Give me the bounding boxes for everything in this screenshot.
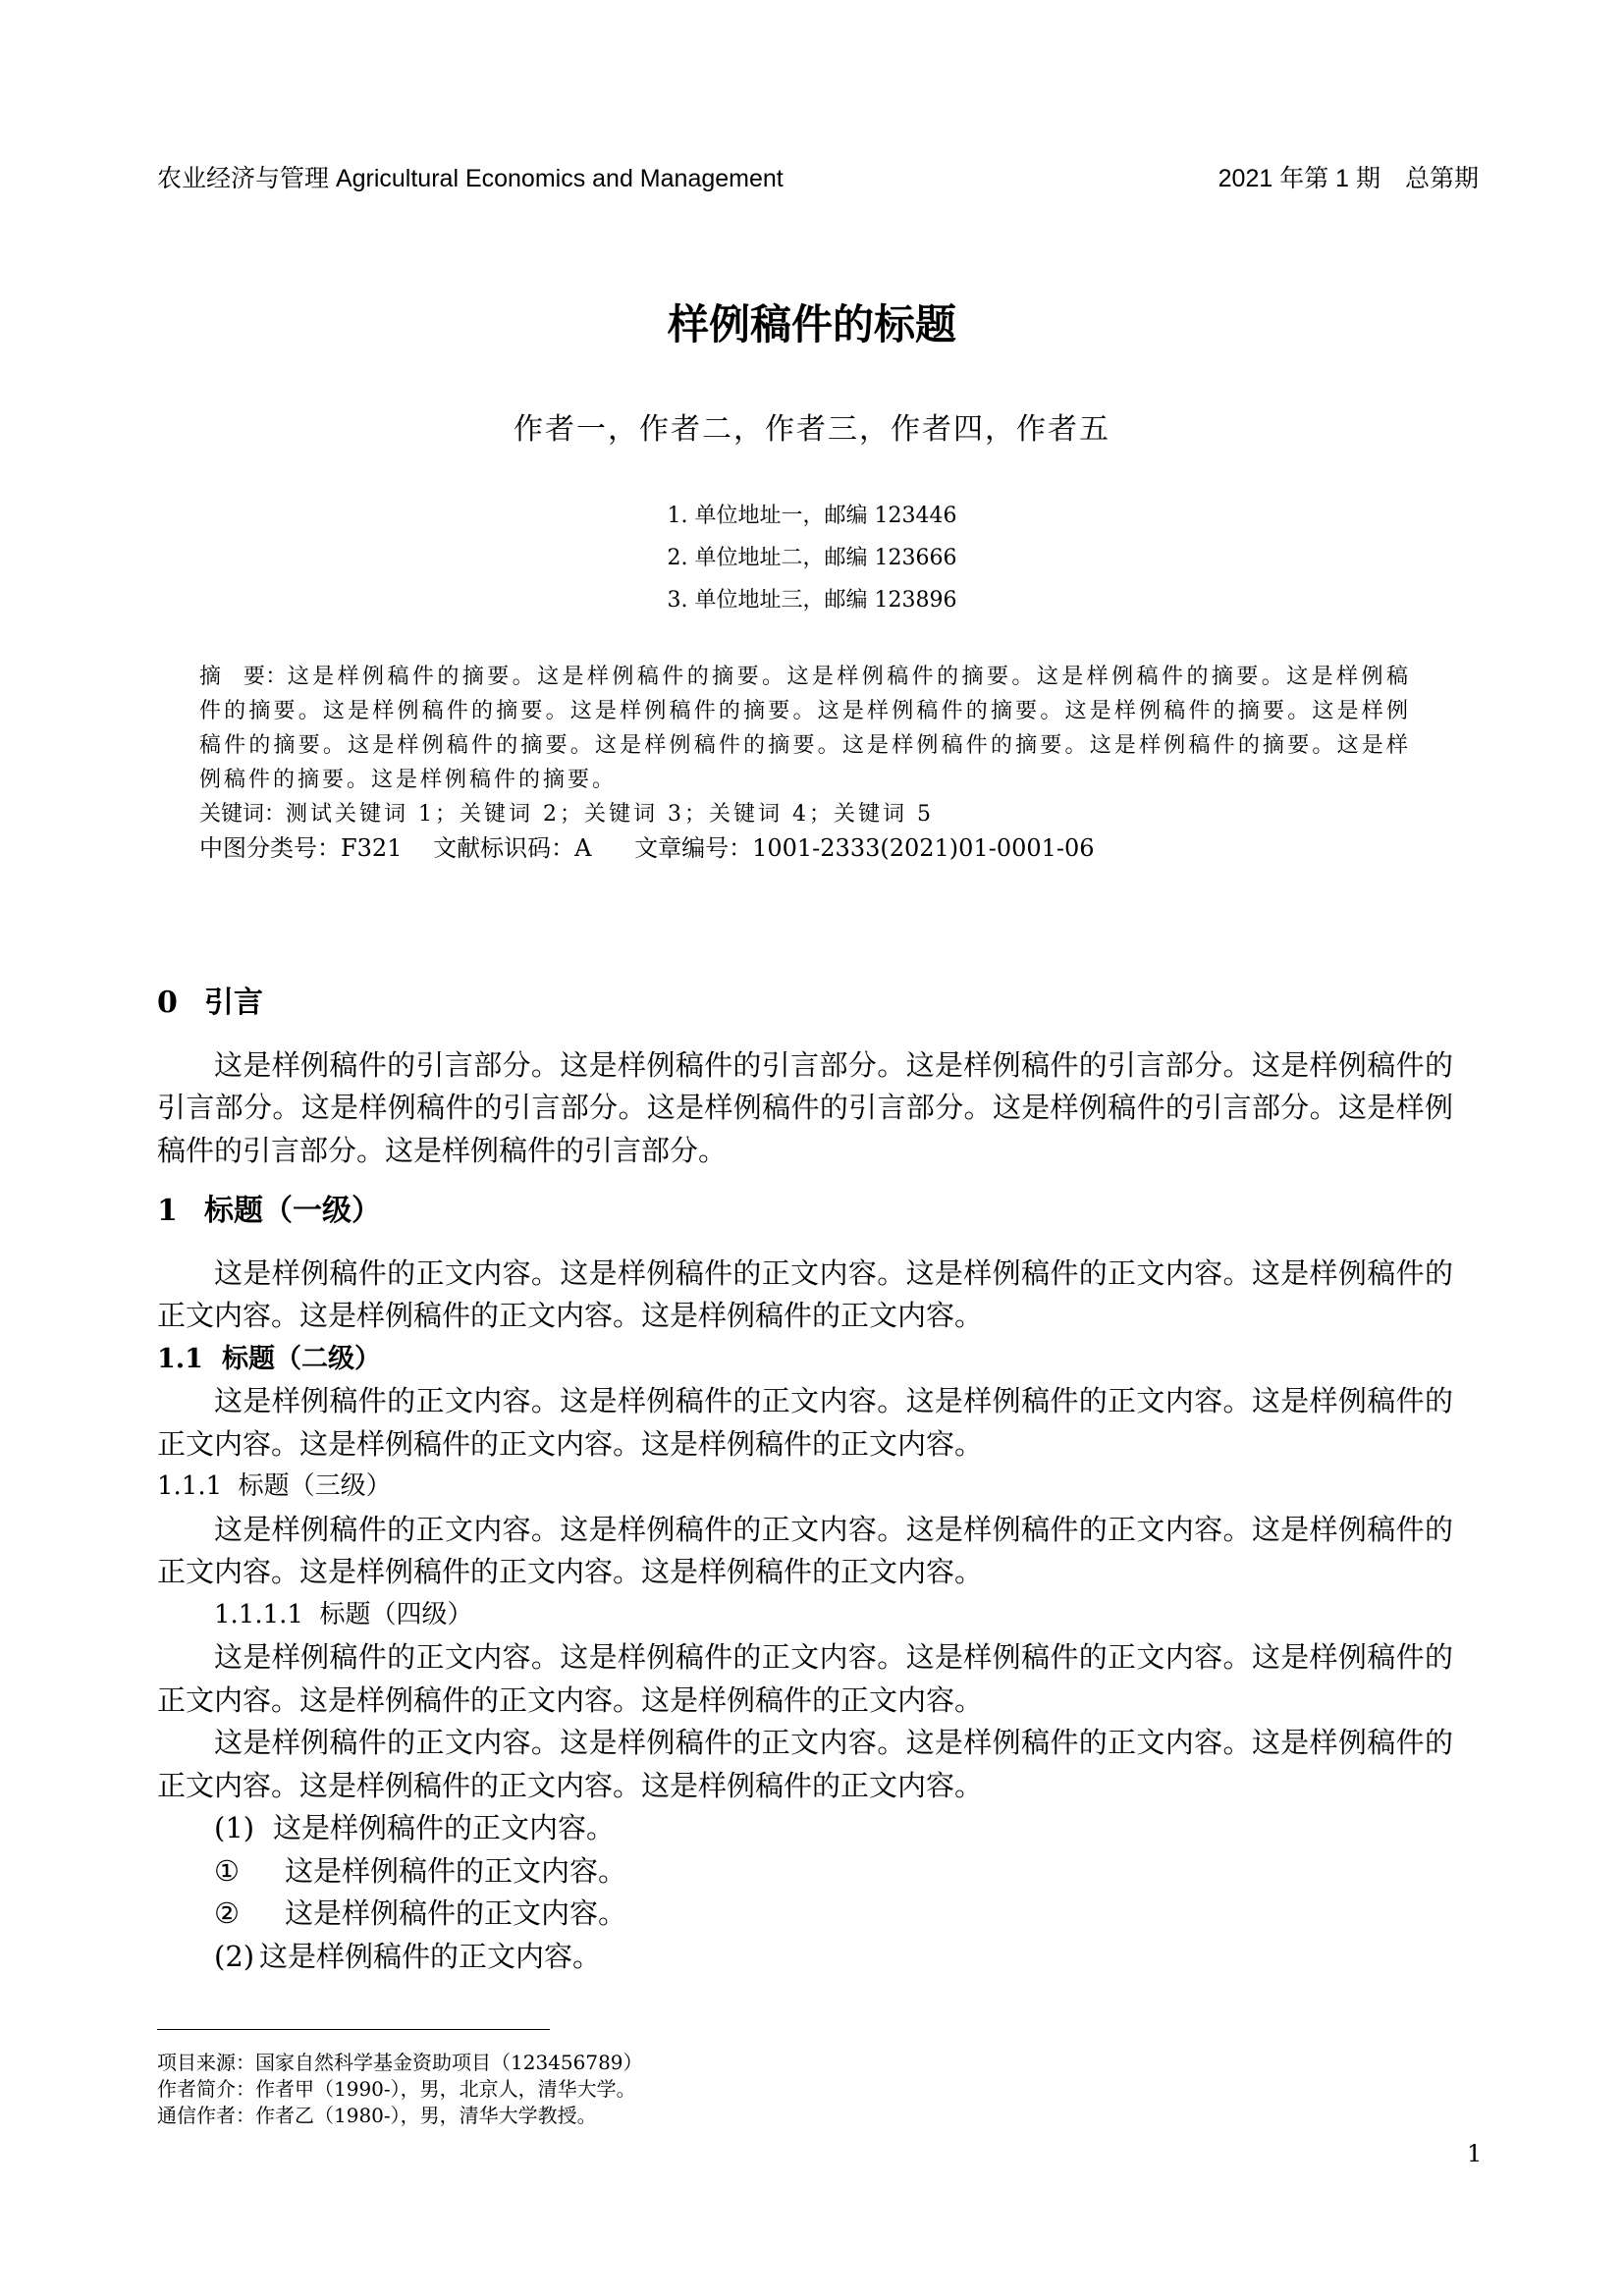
doc-code-value: A: [574, 834, 592, 862]
list-marker: ②: [214, 1896, 240, 1930]
clc-label: 中图分类号：: [199, 834, 341, 862]
section-number: 0: [157, 986, 178, 1020]
list-item: [157, 1807, 1453, 1850]
affiliation: 2. 单位地址二，邮编 123666: [667, 546, 957, 570]
body: [157, 982, 1453, 1978]
footnotes: [157, 2050, 643, 2129]
footnote-label: 作者简介：: [157, 2077, 255, 2101]
paragraph: 这是样例稿件的正文内容。这是样例稿件的正文内容。这是样例稿件的正文内容。这是样例稿件的正文内容。这是样例稿件的正文内容。这是样例稿件的正文内容。: [157, 1640, 1453, 1717]
footnote: [157, 2076, 643, 2103]
section-number: 1: [157, 1194, 178, 1228]
list-marker: (2): [214, 1939, 255, 1973]
list-text: 这是样例稿件的正文内容。: [285, 1896, 627, 1930]
clc-value: F321: [341, 834, 403, 862]
footnote-text: 作者乙（1980-），男，清华大学教授。: [255, 2104, 597, 2127]
section-title: 标题（二级）: [222, 1343, 381, 1374]
classification: [199, 831, 1411, 866]
keywords-label: 关键词：: [199, 802, 287, 827]
subsection-heading: [157, 1338, 1453, 1381]
footnote-text: 作者甲（1990-），男，北京人，清华大学。: [255, 2077, 636, 2101]
list-item: [157, 1850, 1453, 1894]
list-marker: ①: [214, 1853, 240, 1888]
level4-heading: 1.1.1.1 标题（四级）: [214, 1599, 473, 1629]
article-no-label: 文章编号：: [634, 834, 753, 862]
abstract: [199, 660, 1411, 797]
section-title: 标题（一级）: [204, 1194, 381, 1228]
section-number: 1.1: [157, 1343, 203, 1374]
affiliation: 3. 单位地址三，邮编 123896: [667, 588, 957, 613]
list-text: 这是样例稿件的正文内容。: [259, 1939, 602, 1973]
article-no-value: 1001-2333(2021)01-0001-06: [752, 834, 1095, 862]
footnote-text: 国家自然科学基金资助项目（123456789）: [255, 2051, 643, 2074]
page-number: 1: [1467, 2140, 1483, 2167]
subsubsection-heading: 1.1.1 标题（三级）: [157, 1471, 392, 1501]
list-marker: (1): [214, 1811, 255, 1844]
list-item: [157, 1893, 1453, 1936]
footnote-label: 项目来源：: [157, 2051, 255, 2074]
footnote: [157, 2103, 643, 2129]
list-text: 这是样例稿件的正文内容。: [273, 1811, 616, 1844]
paragraph: 这是样例稿件的引言部分。这是样例稿件的引言部分。这是样例稿件的引言部分。这是样例稿件的引言部分。这是样例稿件的引言部分。这是样例稿件的引言部分。这是样例稿件的引言部分。这是样例稿件的引言部分。这是样例稿件的引言部分。: [157, 1047, 1453, 1167]
section-heading: [157, 982, 1453, 1025]
abstract-label: 摘 要：: [199, 665, 288, 689]
affiliation: 1. 单位地址一，邮编 123446: [667, 504, 957, 528]
doc-code-label: 文献标识码：: [433, 834, 575, 862]
footnote-label: 通信作者：: [157, 2104, 255, 2127]
abstract-block: [199, 660, 1411, 866]
list-text: 这是样例稿件的正文内容。: [285, 1853, 627, 1888]
paragraph: 这是样例稿件的正文内容。这是样例稿件的正文内容。这是样例稿件的正文内容。这是样例稿件的正文内容。这是样例稿件的正文内容。这是样例稿件的正文内容。: [157, 1512, 1453, 1588]
keywords-text: 测试关键词 1；关键词 2；关键词 3；关键词 4；关键词 5: [286, 802, 934, 827]
footnote-divider: [157, 2029, 550, 2030]
article-title: 样例稿件的标题: [667, 300, 956, 348]
keywords: [199, 797, 1411, 831]
author-list: 作者一，作者二，作者三，作者四，作者五: [514, 412, 1110, 447]
issue-info: 2021 年第 1 期 总第期: [1218, 165, 1479, 192]
paragraph: 这是样例稿件的正文内容。这是样例稿件的正文内容。这是样例稿件的正文内容。这是样例稿件的正文内容。这是样例稿件的正文内容。这是样例稿件的正文内容。: [157, 1384, 1453, 1461]
paragraph: 这是样例稿件的正文内容。这是样例稿件的正文内容。这是样例稿件的正文内容。这是样例稿件的正文内容。这是样例稿件的正文内容。这是样例稿件的正文内容。: [157, 1726, 1453, 1802]
list-item: [157, 1936, 1453, 1979]
footnote: [157, 2050, 643, 2076]
paragraph: 这是样例稿件的正文内容。这是样例稿件的正文内容。这是样例稿件的正文内容。这是样例稿件的正文内容。这是样例稿件的正文内容。这是样例稿件的正文内容。: [157, 1255, 1453, 1332]
section-heading: [157, 1190, 1453, 1233]
section-title: 引言: [204, 986, 263, 1020]
journal-name: 农业经济与管理 Agricultural Economics and Management: [157, 165, 784, 192]
abstract-text: 这是样例稿件的摘要。这是样例稿件的摘要。这是样例稿件的摘要。这是样例稿件的摘要。这是样例稿件的摘要。这是样例稿件的摘要。这是样例稿件的摘要。这是样例稿件的摘要。这是样例稿件的摘要。这是样例稿件的摘要。这是样例稿件的摘要。这是样例稿件的摘要。这是样例稿件的摘要。这是样例稿件的摘要。这是样例稿件的摘要。这是样例稿件的摘要。: [199, 665, 1411, 792]
